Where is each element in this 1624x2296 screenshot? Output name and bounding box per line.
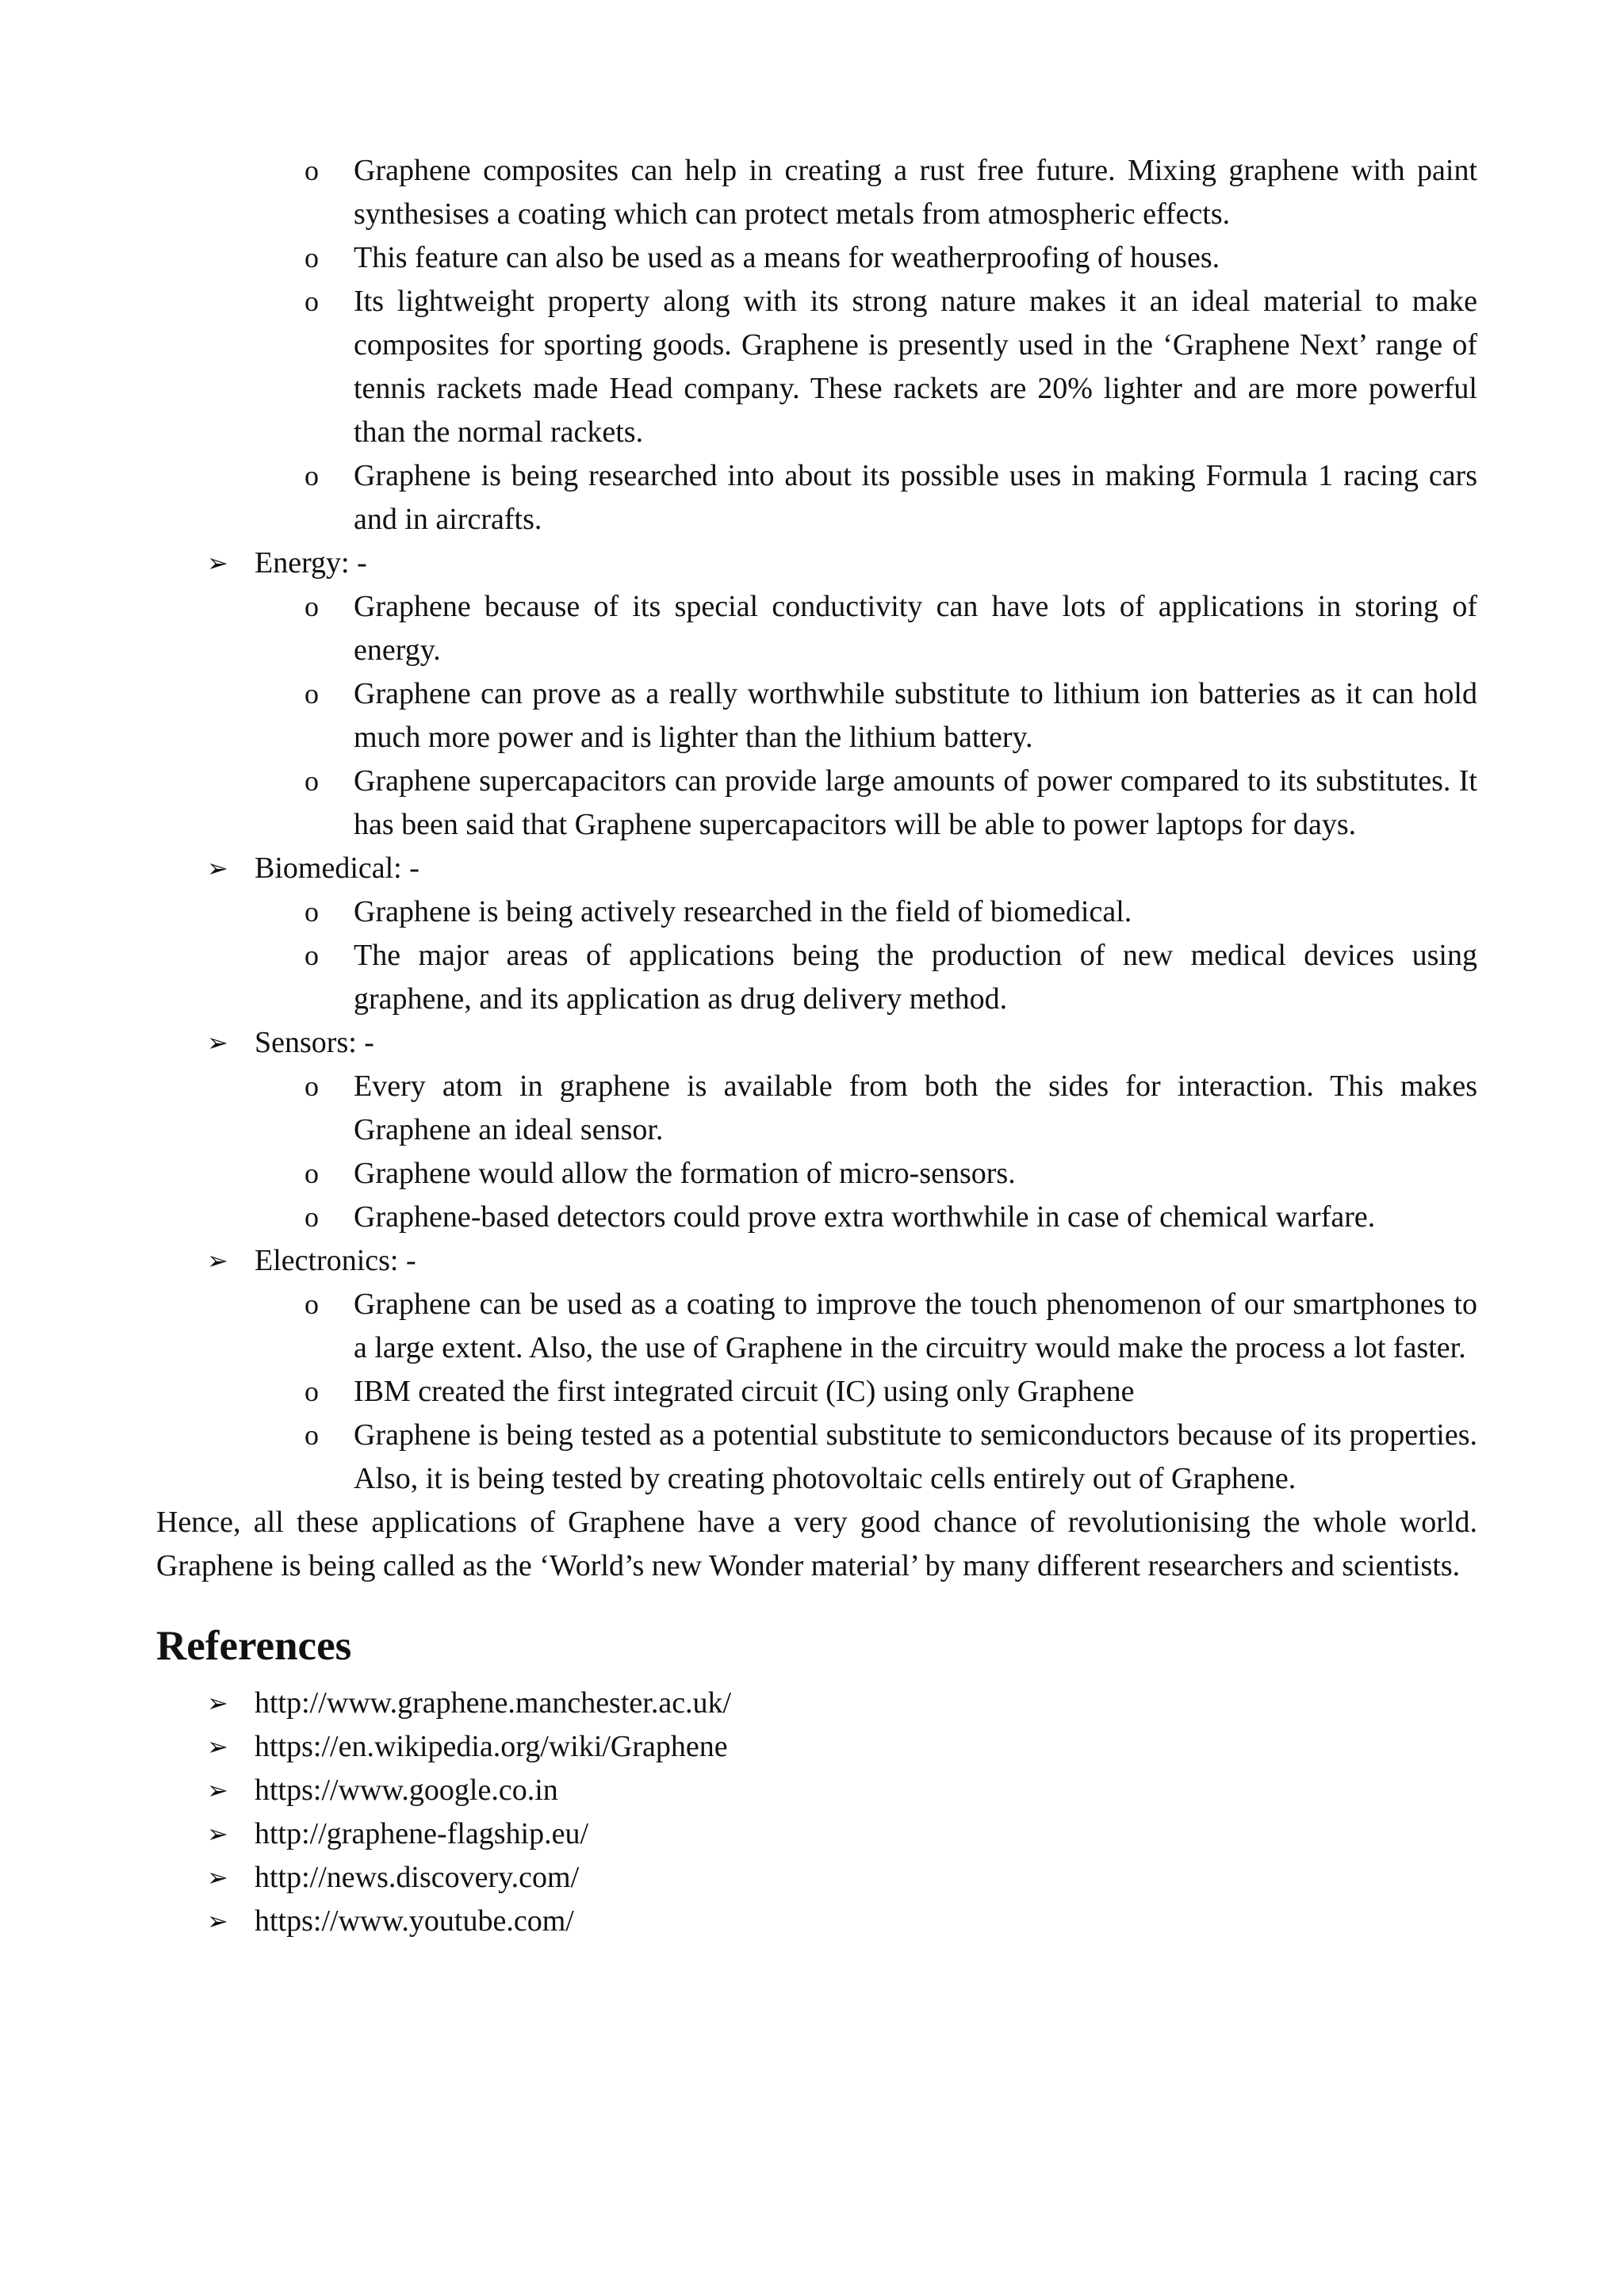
list-item: [156, 149, 1477, 236]
arrow-bullet-icon: ➢: [207, 1862, 228, 1892]
circle-bullet-icon: o: [304, 939, 319, 971]
list-item-text: IBM created the first integrated circuit (IC) using only Graphene: [354, 1375, 1135, 1408]
list-item: [156, 1283, 1477, 1370]
reference-link[interactable]: http://www.graphene.manchester.ac.uk/: [255, 1686, 732, 1720]
list-item: [156, 1152, 1477, 1196]
list-item: [156, 1065, 1477, 1152]
section-title: Sensors: -: [255, 1026, 374, 1059]
reference-link[interactable]: https://en.wikipedia.org/wiki/Graphene: [255, 1730, 728, 1763]
list-item-text: Its lightweight property along with its strong nature makes it an ideal material to make composites for sporting goods. Graphene is presently used in the ‘Graphene Next’ range of tennis rackets made Head company. These rackets are 20% lighter and are more powerful than the normal rackets.: [354, 285, 1477, 449]
circle-bullet-icon: o: [304, 1070, 319, 1102]
list-item-text: Graphene because of its special conductivity can have lots of applications in storing of energy.: [354, 590, 1477, 667]
list-item-text: This feature can also be used as a means for weatherproofing of houses.: [354, 241, 1220, 274]
circle-bullet-icon: o: [304, 765, 319, 797]
list-item-text: Graphene is being researched into about its possible uses in making Formula 1 racing cars and in aircrafts.: [354, 459, 1477, 536]
reference-link[interactable]: http://graphene-flagship.eu/: [255, 1817, 589, 1850]
list-item: [156, 672, 1477, 760]
reference-link[interactable]: http://news.discovery.com/: [255, 1861, 580, 1894]
section-heading-electronics: [156, 1239, 1477, 1283]
reference-item: [156, 1769, 1477, 1812]
list-item: [156, 1196, 1477, 1239]
arrow-bullet-icon: ➢: [207, 1027, 228, 1058]
reference-item: [156, 1856, 1477, 1900]
circle-bullet-icon: o: [304, 155, 319, 186]
circle-bullet-icon: o: [304, 1288, 319, 1320]
section-heading-biomedical: [156, 847, 1477, 890]
reference-item: [156, 1725, 1477, 1769]
list-item: [156, 236, 1477, 280]
circle-bullet-icon: o: [304, 1419, 319, 1451]
arrow-bullet-icon: ➢: [207, 1906, 228, 1936]
section-title: Biomedical: -: [255, 851, 419, 885]
reference-item: [156, 1812, 1477, 1856]
intro-sub-list: [156, 149, 1477, 541]
list-item-text: Graphene is being actively researched in the field of biomedical.: [354, 895, 1132, 928]
list-item: [156, 1370, 1477, 1414]
circle-bullet-icon: o: [304, 1376, 319, 1407]
circle-bullet-icon: o: [304, 460, 319, 492]
list-item: [156, 934, 1477, 1021]
circle-bullet-icon: o: [304, 896, 319, 928]
references-heading: References: [156, 1623, 352, 1669]
list-item-text: Graphene can prove as a really worthwhile substitute to lithium ion batteries as it can hold much more power and is lighter than the lithium battery.: [354, 677, 1477, 754]
list-item: [156, 585, 1477, 672]
arrow-bullet-icon: ➢: [207, 1688, 228, 1718]
arrow-bullet-icon: ➢: [207, 853, 228, 883]
reference-link[interactable]: https://www.youtube.com/: [255, 1904, 574, 1938]
list-item-text: Graphene is being tested as a potential substitute to semiconductors because of its properties. Also, it is being tested by creating photovoltaic cells entirely out of Graphene.: [354, 1418, 1477, 1495]
list-item: [156, 280, 1477, 454]
arrow-bullet-icon: ➢: [207, 1819, 228, 1849]
list-item: [156, 760, 1477, 847]
list-item: [156, 890, 1477, 934]
references-list: [156, 1682, 1477, 1943]
section-heading-sensors: [156, 1021, 1477, 1065]
circle-bullet-icon: o: [304, 591, 319, 622]
arrow-bullet-icon: ➢: [207, 1775, 228, 1805]
list-item: [156, 454, 1477, 541]
arrow-bullet-icon: ➢: [207, 1246, 228, 1276]
circle-bullet-icon: o: [304, 285, 319, 317]
list-item-text: Graphene would allow the formation of micro-sensors.: [354, 1157, 1016, 1190]
list-item-text: The major areas of applications being the production of new medical devices using graphene, and its application as drug delivery method.: [354, 939, 1477, 1016]
circle-bullet-icon: o: [304, 678, 319, 710]
reference-item: [156, 1900, 1477, 1943]
closing-paragraph: Hence, all these applications of Graphene have a very good chance of revolutionising the whole world. Graphene is being called as the ‘World’s new Wonder material’ by many different researchers and scientists.: [156, 1506, 1477, 1582]
reference-item: [156, 1682, 1477, 1725]
list-item-text: Graphene composites can help in creating a rust free future. Mixing graphene with paint synthesises a coating which can protect metals from atmospheric effects.: [354, 154, 1477, 231]
arrow-bullet-icon: ➢: [207, 548, 228, 578]
reference-link[interactable]: https://www.google.co.in: [255, 1774, 558, 1807]
list-item-text: Every atom in graphene is available from both the sides for interaction. This makes Graphene an ideal sensor.: [354, 1070, 1477, 1146]
list-item: [156, 1414, 1477, 1501]
list-item-text: Graphene-based detectors could prove extra worthwhile in case of chemical warfare.: [354, 1200, 1376, 1234]
section-title: Electronics: -: [255, 1244, 416, 1277]
section-heading-energy: [156, 541, 1477, 585]
page-content: [156, 149, 1477, 1943]
section-title: Energy: -: [255, 546, 367, 580]
sensors-sub-list: [156, 1065, 1477, 1239]
circle-bullet-icon: o: [304, 1158, 319, 1189]
list-item-text: Graphene can be used as a coating to improve the touch phenomenon of our smartphones to a large extent. Also, the use of Graphene in the circuitry would make the process a lot faster.: [354, 1288, 1477, 1364]
circle-bullet-icon: o: [304, 1201, 319, 1233]
list-item-text: Graphene supercapacitors can provide large amounts of power compared to its substitutes. It has been said that Graphene supercapacitors will be able to power laptops for days.: [354, 764, 1477, 841]
biomedical-sub-list: [156, 890, 1477, 1021]
energy-sub-list: [156, 585, 1477, 847]
electronics-sub-list: [156, 1283, 1477, 1501]
arrow-bullet-icon: ➢: [207, 1732, 228, 1762]
circle-bullet-icon: o: [304, 242, 319, 274]
